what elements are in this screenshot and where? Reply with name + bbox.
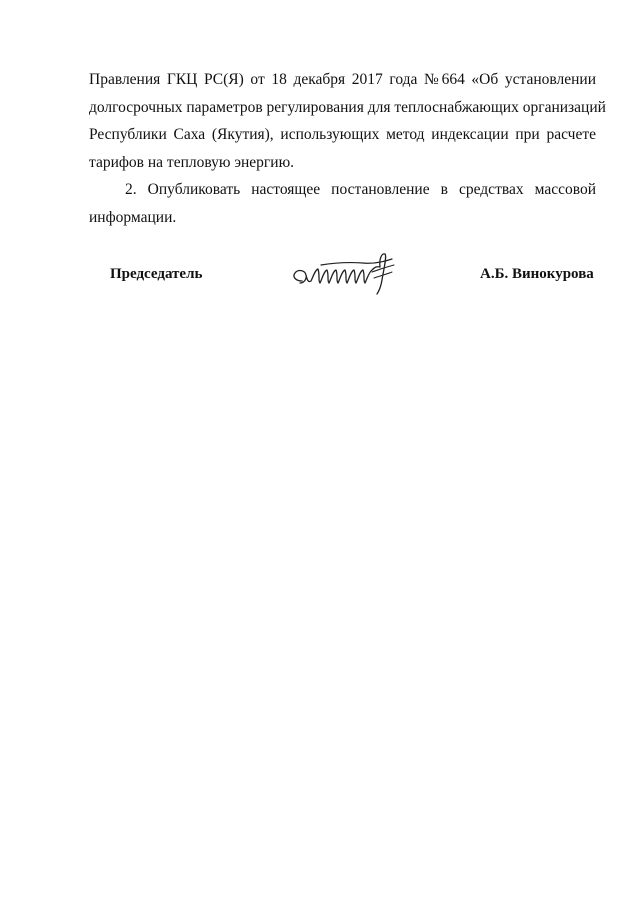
paragraph-2-line-1: 2. Опубликовать настоящее постановление в средствах массовой <box>125 181 596 198</box>
paragraph-1-line-2: долгосрочных параметров регулирования для теплоснабжающих организаций <box>89 98 606 116</box>
document-body <box>89 66 606 231</box>
signatory-role: Председатель <box>110 266 203 282</box>
signatory-name: А.Б. Винокурова <box>480 266 594 282</box>
paragraph-2-line-2: информации. <box>89 208 177 226</box>
handwritten-signature <box>288 250 406 296</box>
paragraph-1-line-3: Республики Саха (Якутия), использующих метод индексации при расчете <box>89 126 596 143</box>
signature-block <box>0 248 640 308</box>
paragraph-1-line-4: тарифов на тепловую энергию. <box>89 153 295 171</box>
paragraph-1-line-1: Правления ГКЦ РС(Я) от 18 декабря 2017 года №664 «Об установлении <box>89 71 596 88</box>
